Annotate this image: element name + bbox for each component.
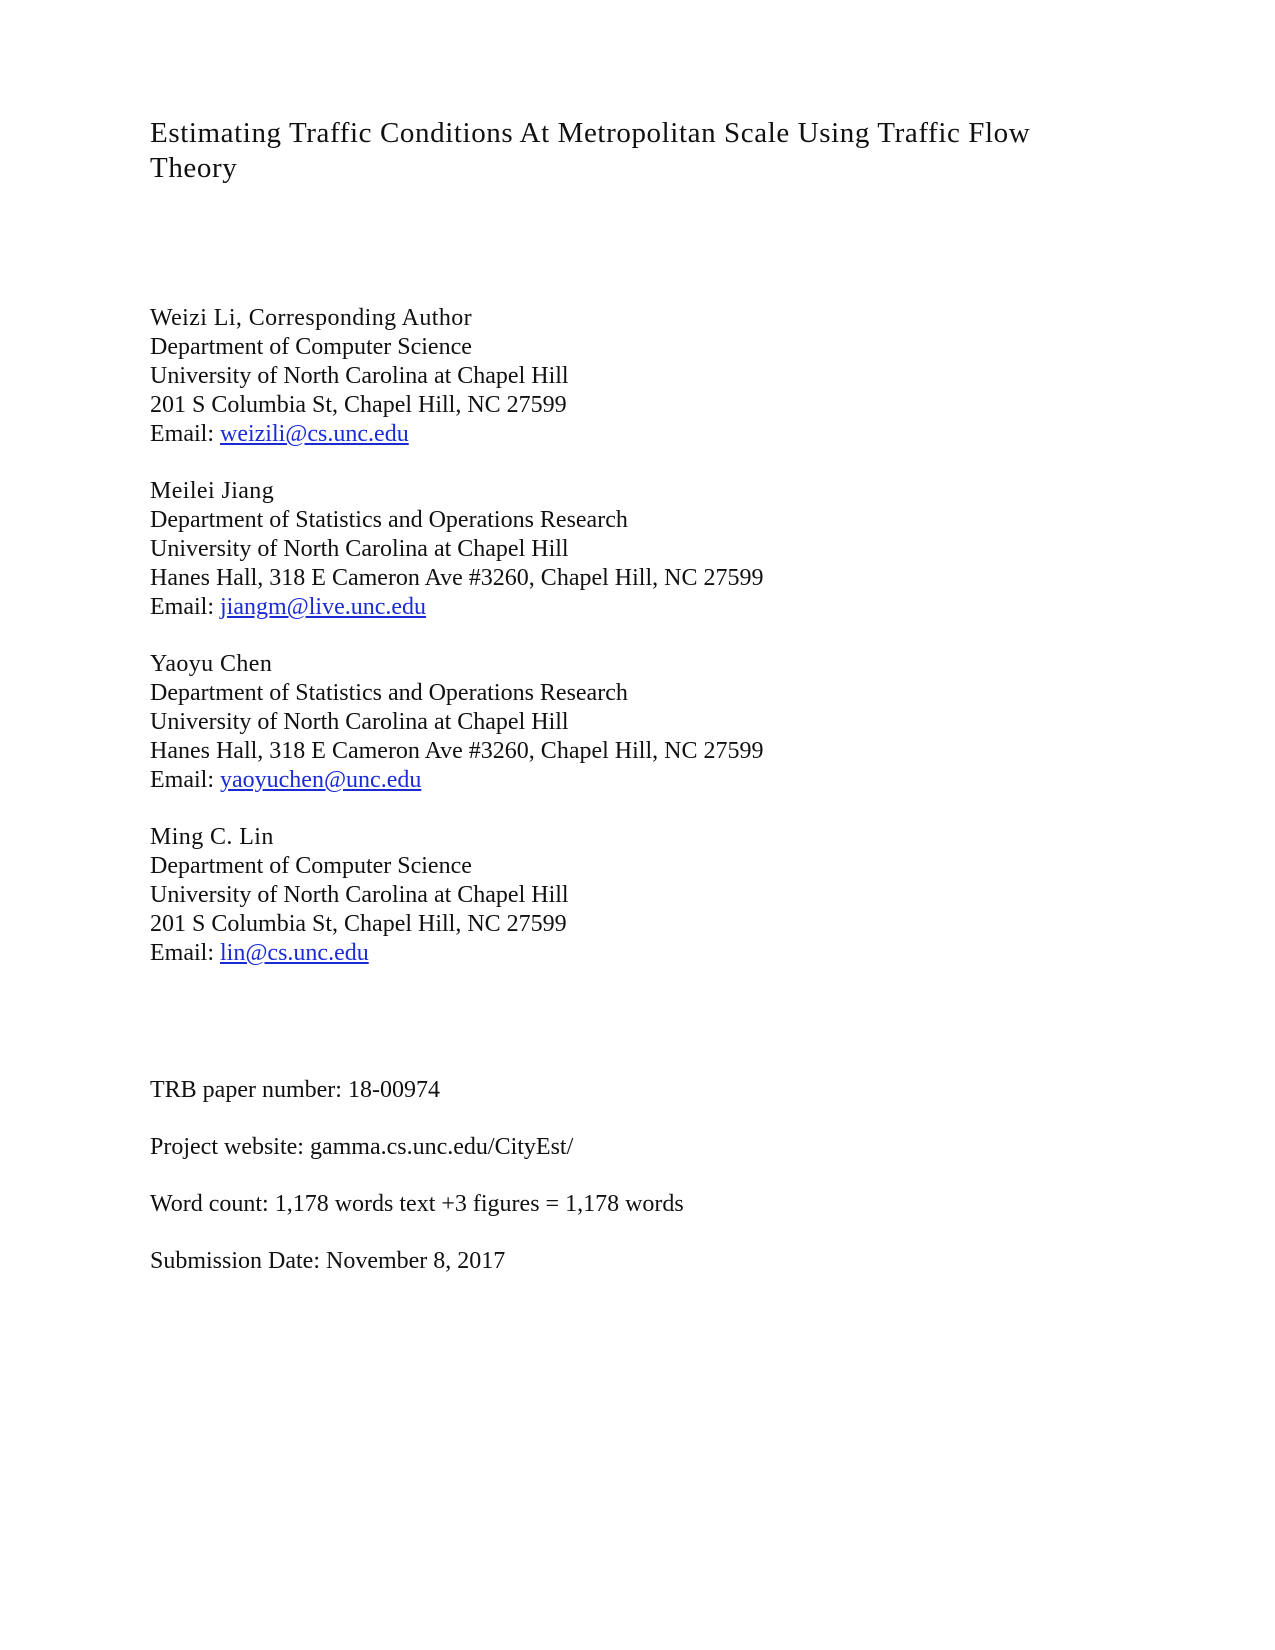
email-label: Email: [150, 594, 220, 620]
author-institution: University of North Carolina at Chapel Hill [150, 882, 569, 908]
email-label: Email: [150, 767, 220, 793]
author-email-line [150, 766, 1050, 795]
paper-title: Estimating Traffic Conditions At Metropolitan Scale Using Traffic Flow Theory [150, 117, 1031, 184]
author-block-1 [150, 304, 1050, 449]
author-department: Department of Statistics and Operations Research [150, 507, 628, 533]
author-block-3 [150, 650, 1050, 795]
email-label: Email: [150, 940, 220, 966]
email-link[interactable]: yaoyuchen@unc.edu [219, 767, 422, 793]
email-link[interactable]: weizili@cs.unc.edu [219, 421, 409, 447]
author-block-2 [150, 477, 1050, 622]
submission-date: Submission Date: November 8, 2017 [150, 1248, 506, 1274]
author-department: Department of Computer Science [150, 853, 472, 879]
author-email-line [150, 593, 1050, 622]
author-name: Yaoyu Chen [150, 651, 273, 677]
author-address: 201 S Columbia St, Chapel Hill, NC 27599 [150, 392, 567, 418]
paper-metadata [150, 1076, 1050, 1304]
author-department: Department of Computer Science [150, 334, 472, 360]
author-name: Meilei Jiang [150, 478, 275, 504]
email-link[interactable]: lin@cs.unc.edu [219, 940, 369, 966]
author-address: 201 S Columbia St, Chapel Hill, NC 27599 [150, 911, 567, 937]
project-website: Project website: gamma.cs.unc.edu/CityEst/ [150, 1134, 574, 1160]
paper-number: TRB paper number: 18-00974 [150, 1077, 440, 1103]
author-name: Weizi Li, Corresponding Author [150, 305, 473, 331]
word-count: Word count: 1,178 words text +3 figures = 1,178 words [150, 1191, 684, 1217]
author-institution: University of North Carolina at Chapel Hill [150, 709, 569, 735]
author-institution: University of North Carolina at Chapel Hill [150, 536, 569, 562]
author-address: Hanes Hall, 318 E Cameron Ave #3260, Chapel Hill, NC 27599 [150, 565, 764, 591]
email-link[interactable]: jiangm@live.unc.edu [219, 594, 427, 620]
author-email-line [150, 939, 1050, 968]
author-department: Department of Statistics and Operations Research [150, 680, 628, 706]
author-list [150, 304, 1050, 996]
author-block-4 [150, 823, 1050, 968]
author-email-line [150, 420, 1050, 449]
author-name: Ming C. Lin [150, 824, 274, 850]
author-institution: University of North Carolina at Chapel Hill [150, 363, 569, 389]
author-address: Hanes Hall, 318 E Cameron Ave #3260, Chapel Hill, NC 27599 [150, 738, 764, 764]
email-label: Email: [150, 421, 220, 447]
